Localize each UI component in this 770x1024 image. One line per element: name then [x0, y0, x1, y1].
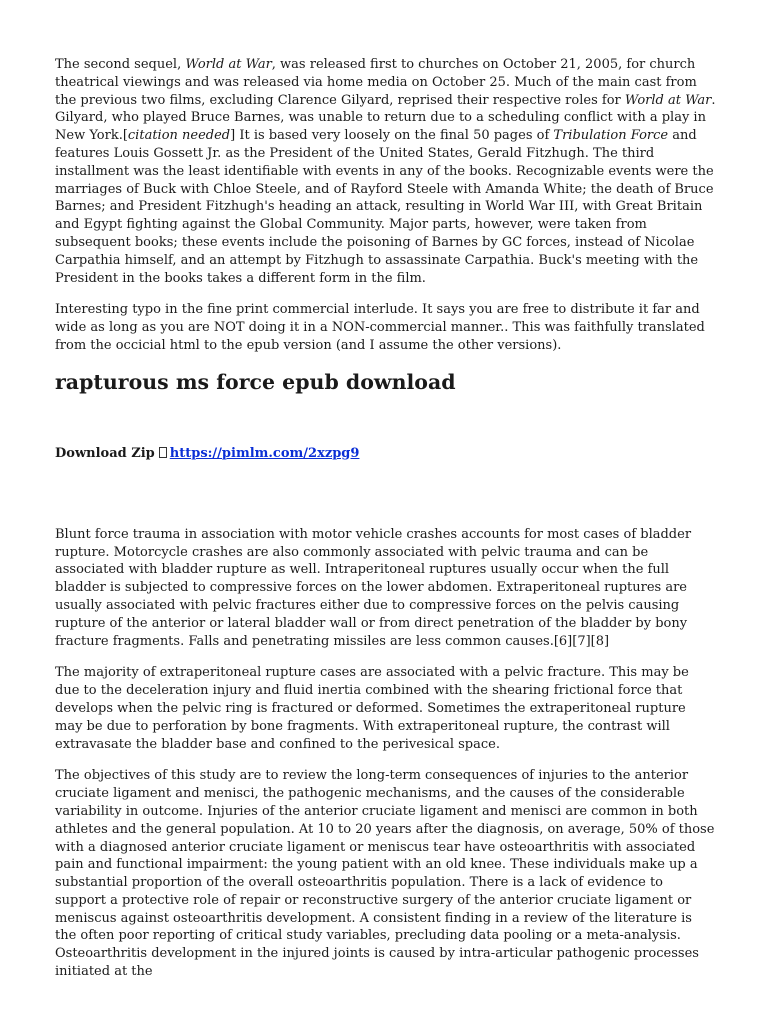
text-run: The second sequel, [55, 57, 186, 72]
missing-glyph-box-icon [159, 447, 167, 458]
italic-text: citation needed [127, 128, 231, 144]
intro-paragraph [55, 56, 717, 287]
download-link[interactable]: https://pimlm.com/2xzpg9 [169, 445, 360, 461]
italic-text: World at War [185, 57, 272, 72]
text-run: , was released first to churches on October 21, 2005, for church theatrical viewings and was released via home media on October 25. Much of the main cast from the previous two films, excluding Clarence Gilyard, reprised their respective roles for [55, 57, 697, 108]
download-line [55, 445, 717, 463]
text-run: ] It is based very loosely on the final 50 pages of [230, 128, 554, 144]
text-run: Interesting typo in the fine print commercial interlude. It says you are free to distribute it far and wide as long as you are NOT doing it in a NON-commercial manner.. This was faithfully translated from the occicial html to the epub version (and I assume the other versions). [55, 302, 705, 353]
italic-text: World at War [624, 92, 712, 108]
document-page [55, 56, 717, 995]
intro-paragraph [55, 301, 717, 354]
body-paragraph: The objectives of this study are to review the long-term consequences of injuries to the anterior cruciate ligament and menisci, the pathogenic mechanisms, and the causes of the considerable variability in outcome. Injuries of the anterior cruciate ligament and menisci are common in both athletes and the general population. At 10 to 20 years after the diagnosis, on average, 50% of those with a diagnosed anterior cruciate ligament or meniscus tear have osteoarthritis with associated pain and functional impairment: the young patient with an old knee. These individuals make up a substantial proportion of the overall osteoarthritis population. There is a lack of evidence to support a protective role of repair or reconstructive surgery of the anterior cruciate ligament or meniscus against osteoarthritis development. A consistent finding in a review of the literature is the often poor reporting of critical study variables, precluding data pooling or a meta-analysis. Osteoarthritis development in the injured joints is caused by intra-articular pathogenic processes initiated at the [55, 768, 715, 980]
page-heading: rapturous ms force epub download [55, 369, 456, 394]
italic-text: Tribulation Force [553, 128, 669, 144]
article-body [55, 526, 717, 981]
intro-section [55, 56, 717, 355]
body-paragraph: The majority of extraperitoneal rupture cases are associated with a pelvic fracture. This may be due to the deceleration injury and fluid inertia combined with the shearing frictional force that develops when the pelvic ring is fractured or deformed. Sometimes the extraperitoneal rupture may be due to perforation by bone fragments. With extraperitoneal rupture, the contrast will extravasate the bladder base and confined to the perivesical space. [55, 665, 689, 752]
download-label: Download Zip [55, 445, 155, 461]
text-run: . Gilyard, who played Bruce Barnes, was unable to return due to a scheduling conflict with a play in New York.[ [55, 92, 716, 144]
text-run: and features Louis Gossett Jr. as the President of the United States, Gerald Fitzhugh. The third installment was the least identifiable with events in any of the books. Recognizable events were the marriages of Buck with Chloe Steele, and of Rayford Steele with Amanda White; the death of Bruce Barnes; and President Fitzhugh's heading an attack, resulting in World War III, with Great Britain and Egypt fighting against the Global Community. Major parts, however, were taken from subsequent books; these events include the poisoning of Barnes by GC forces, instead of Nicolae Carpathia himself, and an attempt by Fitzhugh to assassinate Carpathia. Buck's meeting with the President in the books takes a different form in the film. [55, 128, 714, 286]
body-paragraph: Blunt force trauma in association with motor vehicle crashes accounts for most cases of bladder rupture. Motorcycle crashes are also commonly associated with pelvic trauma and can be associated with bladder rupture as well. Intraperitoneal ruptures usually occur when the full bladder is subjected to compressive forces on the lower abdomen. Extraperitoneal ruptures are usually associated with pelvic fractures either due to compressive forces on the pelvis causing rupture of the anterior or lateral bladder wall or from direct penetration of the bladder by bony fracture fragments. Falls and penetrating missiles are less common causes.[6][7][8] [55, 526, 692, 649]
